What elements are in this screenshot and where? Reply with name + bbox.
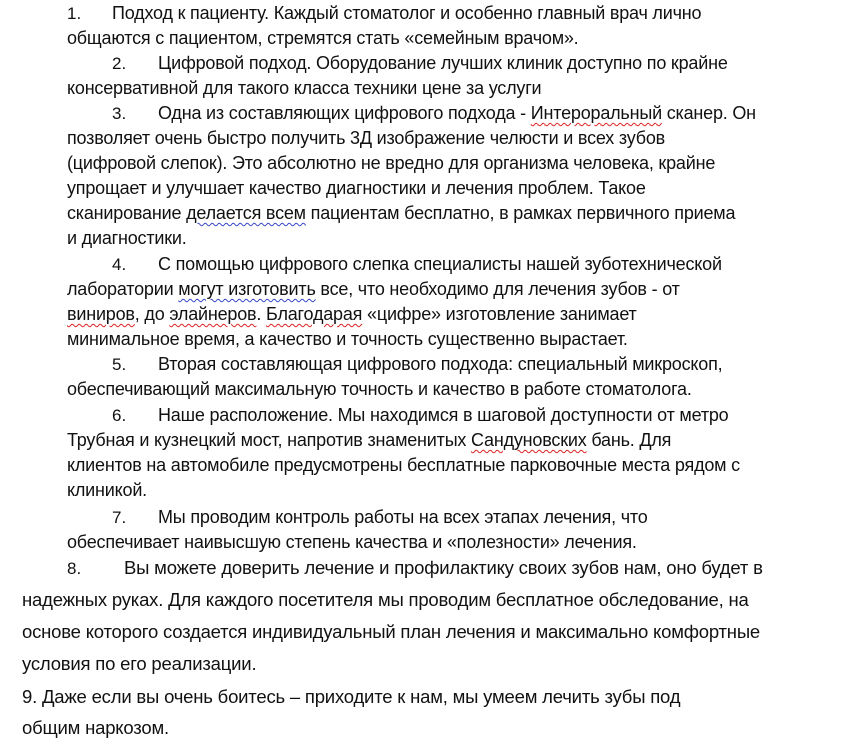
text-segment: позволяет очень быстро получить 3Д изображение челюсти и всех зубов [67,128,666,148]
list-number: 3. [112,104,127,123]
spelling-error-word: элайнеров [169,304,257,324]
text-segment: (цифровой слепок). Это абсолютно не вредно для организма человека, крайне [67,153,716,173]
text-segment: обеспечивает наивысшую степень качества и «полезности» лечения. [67,532,637,552]
text-line [67,227,187,249]
text-line [67,328,628,350]
grammar-warning-word: могут изготовить [178,279,316,299]
text-segment: Подход к пациенту. Каждый стоматолог и особенно главный врач лично [112,3,702,23]
list-number: 2. [112,54,127,73]
list-number: 5. [112,355,127,374]
text-segment: обеспечивающий максимальную точность и качество в работе стоматолога. [67,379,692,399]
text-line [158,52,728,74]
text-segment: сканирование [67,203,187,223]
text-segment: 9. Даже если вы очень боитесь – приходите к нам, мы умеем лечить зубы под [22,686,681,707]
text-segment: , до [134,304,170,324]
text-segment: пациентам бесплатно, в рамках первичного приема [305,203,736,223]
text-segment: Вторая составляющая цифрового подхода: специальный микроскоп, [158,354,723,374]
text-segment: консервативной для такого класса техники цене за услуги [67,78,542,98]
list-number: 1. [67,4,82,23]
text-line [22,589,749,611]
text-segment: . [256,304,267,324]
list-number: 7. [112,508,127,527]
text-line [67,177,646,199]
text-segment: клиентов на автомобиле предусмотрены бесплатные парковочные места рядом с [67,455,740,475]
text-line [158,506,648,528]
text-line [158,102,756,124]
text-segment: Одна из составляющих цифрового подхода - [158,103,531,123]
text-segment: Мы проводим контроль работы на всех этапах лечения, что [158,507,648,527]
spelling-error-word: виниров [67,304,135,324]
list-number: 8. [67,559,82,578]
text-segment: общаются с пациентом, стремятся стать «семейным врачом». [67,28,579,48]
text-segment: минимальное время, а качество и точность существенно вырастает. [67,329,628,349]
text-line [67,77,541,99]
text-segment: клиникой. [67,480,147,500]
text-line [67,278,680,300]
text-line [124,557,763,579]
text-segment: бань. Для [586,430,672,450]
text-line [67,454,740,476]
text-line [112,2,701,24]
text-segment: условия по его реализации. [22,653,257,674]
text-line [22,686,680,708]
text-segment: Трубная и кузнецкий мост, напротив знаменитых [67,430,472,450]
text-segment: сканер. Он [661,103,756,123]
text-line [67,202,735,224]
text-line [22,653,256,675]
spelling-error-word: Благодарая [266,304,363,324]
text-line [67,152,715,174]
text-line [67,303,637,325]
text-line [22,621,760,643]
spelling-error-word: Сандуновских [471,430,587,450]
text-segment: Вы можете доверить лечение и профилактику своих зубов нам, оно будет в [124,557,763,578]
text-segment: основе которого создается индивидуальный план лечения и максимально комфортные [22,621,761,642]
text-line [67,531,637,553]
text-line [158,353,722,375]
list-number: 6. [112,406,127,425]
text-line [67,127,665,149]
text-segment: лаборатории [67,279,179,299]
text-segment: и диагностики. [67,228,187,248]
list-number: 4. [112,255,127,274]
text-segment: общим наркозом. [22,717,169,738]
text-segment: Наше расположение. Мы находимся в шаговой доступности от метро [158,405,729,425]
grammar-warning-word: делается всем [186,203,306,223]
text-segment: все, что необходимо для лечения зубов - от [315,279,680,299]
text-line [158,404,729,426]
text-line [158,253,722,275]
text-line [67,27,578,49]
text-line [67,429,671,451]
text-segment: Цифровой подход. Оборудование лучших клиник доступно по крайне [158,53,728,73]
text-segment: С помощью цифрового слепка специалисты нашей зуботехнической [158,254,722,274]
text-line [67,378,692,400]
text-segment: «цифре» изготовление занимает [362,304,637,324]
text-line [67,479,147,501]
spelling-error-word: Интероральный [530,103,662,123]
text-segment: надежных руках. Для каждого посетителя мы проводим бесплатное обследование, на [22,589,749,610]
text-segment: упрощает и улучшает качество диагностики и лечения проблем. Такое [67,178,646,198]
text-line [22,717,169,739]
